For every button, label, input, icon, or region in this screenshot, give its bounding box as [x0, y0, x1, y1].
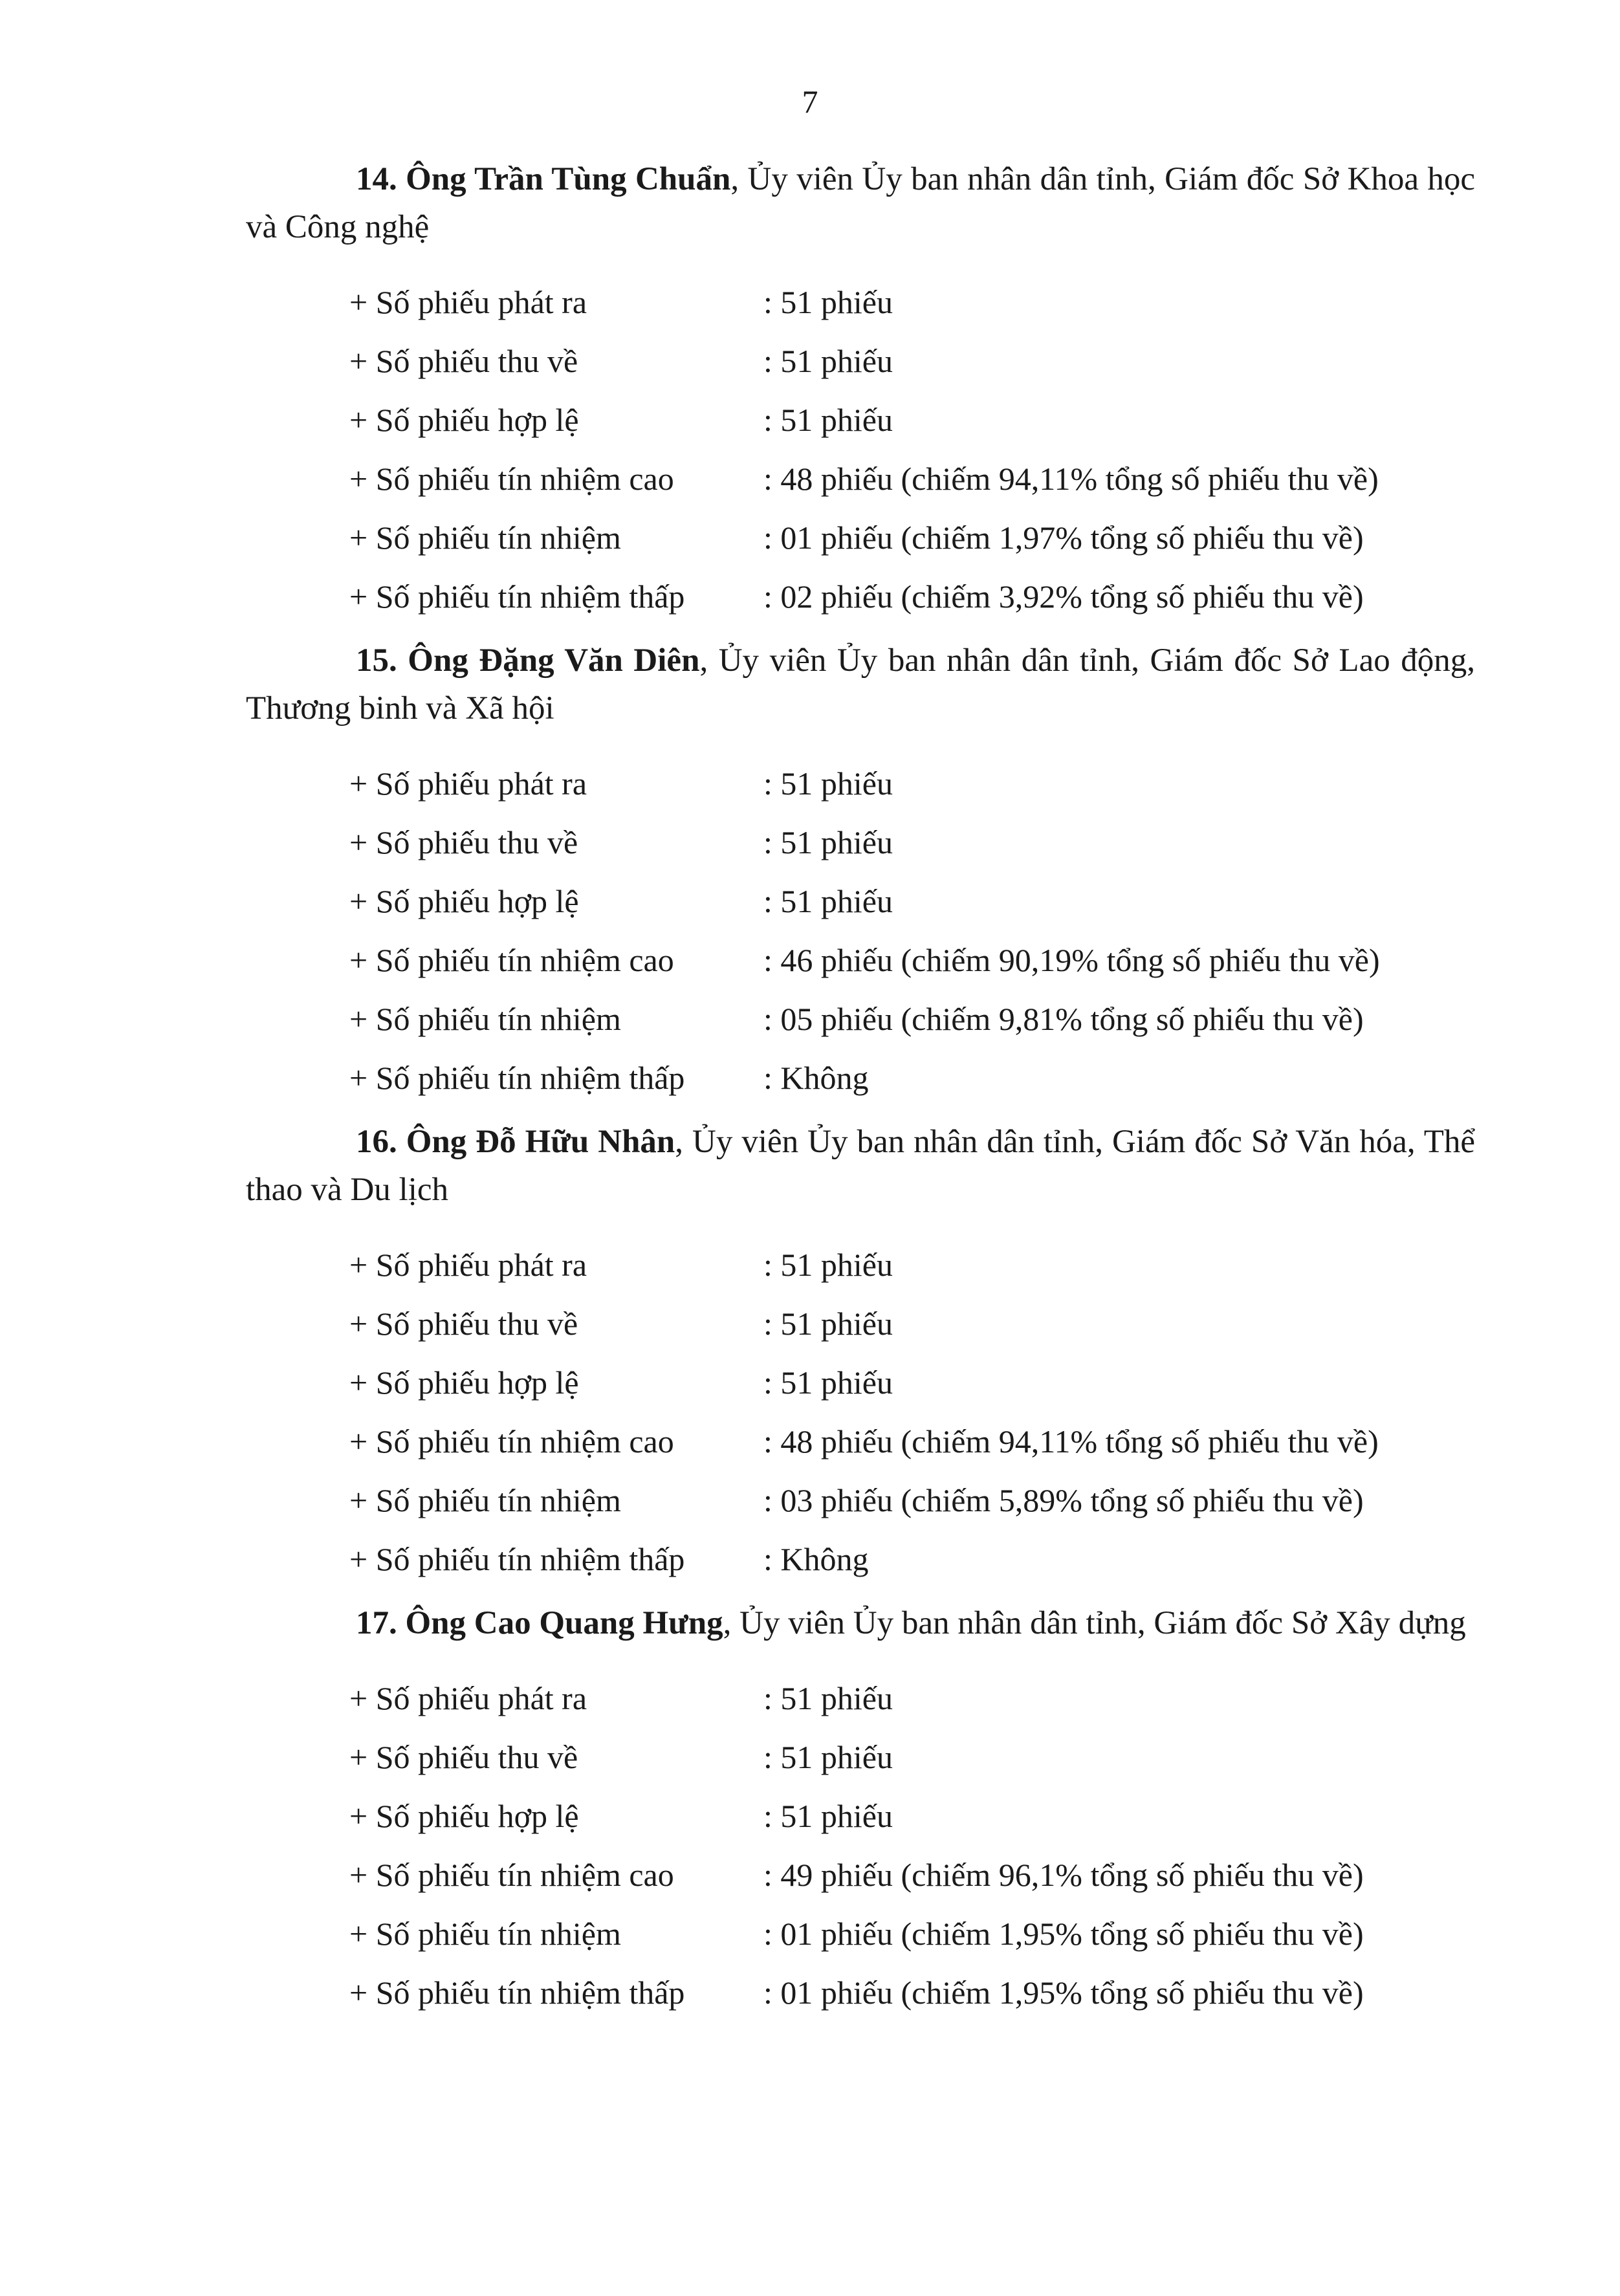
stat-row [349, 872, 1475, 931]
person-position: , Ủy viên Ủy ban nhân dân tỉnh, Giám đốc Sở Xây dựng [723, 1605, 1466, 1641]
stat-value: : 51 phiếu [763, 1247, 893, 1283]
person-name: Ông Đỗ Hữu Nhân [406, 1124, 675, 1160]
stat-label: + Số phiếu tín nhiệm [349, 1482, 621, 1518]
stat-row [349, 273, 1475, 332]
stat-label: + Số phiếu hợp lệ [349, 1798, 579, 1834]
stat-label: + Số phiếu phát ra [349, 1247, 587, 1283]
stat-value: : 51 phiếu [763, 402, 893, 438]
stat-value: : 48 phiếu (chiếm 94,11% tổng số phiếu thu về) [763, 1423, 1379, 1460]
stat-label: + Số phiếu hợp lệ [349, 1364, 579, 1401]
stat-value: : 01 phiếu (chiếm 1,95% tổng số phiếu thu về) [763, 1916, 1364, 1952]
stat-value: : 51 phiếu [763, 284, 893, 320]
section-heading [246, 1118, 1475, 1214]
stat-row [349, 990, 1475, 1049]
stat-row [349, 1530, 1475, 1589]
stat-row [349, 1295, 1475, 1353]
person-name: Ông Đặng Văn Diên [408, 642, 700, 679]
stat-value: : 03 phiếu (chiếm 5,89% tổng số phiếu thu về) [763, 1482, 1364, 1518]
stat-label: + Số phiếu tín nhiệm cao [349, 942, 674, 978]
stat-value: : 51 phiếu [763, 765, 893, 802]
stat-row [349, 754, 1475, 813]
stat-label: + Số phiếu tín nhiệm thấp [349, 1060, 685, 1096]
stat-label: + Số phiếu phát ra [349, 1680, 587, 1716]
stat-row [349, 1787, 1475, 1846]
vote-stats [246, 1236, 1475, 1589]
stat-value: : 01 phiếu (chiếm 1,97% tổng số phiếu thu về) [763, 519, 1364, 556]
stat-value: : 51 phiếu [763, 1739, 893, 1775]
stat-label: + Số phiếu phát ra [349, 765, 587, 802]
stat-row [349, 1049, 1475, 1108]
stat-value: : 05 phiếu (chiếm 9,81% tổng số phiếu thu về) [763, 1001, 1364, 1037]
stat-value: : 51 phiếu [763, 1306, 893, 1342]
stat-label: + Số phiếu tín nhiệm [349, 1916, 621, 1952]
section-heading [246, 155, 1475, 251]
stat-row [349, 508, 1475, 567]
stat-row [349, 813, 1475, 872]
section-heading [246, 637, 1475, 732]
section-17 [246, 1599, 1475, 2022]
stat-value: : 51 phiếu [763, 824, 893, 860]
stat-label: + Số phiếu phát ra [349, 284, 587, 320]
vote-stats [246, 1669, 1475, 2022]
stat-label: + Số phiếu thu về [349, 343, 578, 379]
vote-stats [246, 754, 1475, 1108]
stat-label: + Số phiếu tín nhiệm cao [349, 1423, 674, 1460]
stat-label: + Số phiếu thu về [349, 1739, 578, 1775]
stat-value: : 48 phiếu (chiếm 94,11% tổng số phiếu thu về) [763, 461, 1379, 497]
stat-row [349, 1669, 1475, 1728]
stat-value: : 49 phiếu (chiếm 96,1% tổng số phiếu thu về) [763, 1857, 1364, 1893]
stat-row [349, 1905, 1475, 1963]
stat-value: : 51 phiếu [763, 1364, 893, 1401]
stat-label: + Số phiếu tín nhiệm [349, 519, 621, 556]
person-position: , Ủy viên Ủy ban nhân dân tỉnh, Giám đốc Sở Lao động, Thương binh và Xã hội [246, 642, 1475, 727]
section-number: 14. [356, 161, 397, 197]
stat-label: + Số phiếu thu về [349, 824, 578, 860]
vote-stats [246, 273, 1475, 626]
stat-label: + Số phiếu tín nhiệm cao [349, 1857, 674, 1893]
stat-row [349, 1236, 1475, 1295]
stat-row [349, 1846, 1475, 1905]
stat-value: : 51 phiếu [763, 1798, 893, 1834]
stat-row [349, 1728, 1475, 1787]
stat-value: : 51 phiếu [763, 343, 893, 379]
stat-value: : 02 phiếu (chiếm 3,92% tổng số phiếu thu về) [763, 578, 1364, 615]
person-position: , Ủy viên Ủy ban nhân dân tỉnh, Giám đốc Sở Khoa học và Công nghệ [246, 161, 1476, 245]
stat-row [349, 931, 1475, 990]
stat-label: + Số phiếu tín nhiệm cao [349, 461, 674, 497]
document-body [246, 155, 1475, 2033]
section-16 [246, 1118, 1475, 1589]
stat-row [349, 332, 1475, 391]
section-number: 17. [356, 1605, 397, 1641]
person-name: Ông Trần Tùng Chuẩn [406, 161, 731, 197]
stat-label: + Số phiếu tín nhiệm [349, 1001, 621, 1037]
stat-label: + Số phiếu tín nhiệm thấp [349, 1974, 685, 2011]
section-heading [246, 1599, 1475, 1647]
section-14 [246, 155, 1475, 626]
stat-row [349, 567, 1475, 626]
stat-row [349, 1353, 1475, 1412]
section-number: 15. [356, 642, 397, 679]
section-15 [246, 637, 1475, 1108]
person-position: , Ủy viên Ủy ban nhân dân tỉnh, Giám đốc Sở Văn hóa, Thể thao và Du lịch [246, 1124, 1476, 1208]
section-number: 16. [356, 1124, 397, 1160]
person-name: Ông Cao Quang Hưng [405, 1605, 723, 1641]
stat-value: : 51 phiếu [763, 883, 893, 919]
stat-value: : 51 phiếu [763, 1680, 893, 1716]
stat-label: + Số phiếu thu về [349, 1306, 578, 1342]
stat-value: : 01 phiếu (chiếm 1,95% tổng số phiếu thu về) [763, 1974, 1364, 2011]
stat-row [349, 1471, 1475, 1530]
stat-row [349, 450, 1475, 508]
stat-label: + Số phiếu hợp lệ [349, 402, 579, 438]
stat-value: : 46 phiếu (chiếm 90,19% tổng số phiếu thu về) [763, 942, 1380, 978]
stat-value: : Không [763, 1060, 869, 1096]
stat-row [349, 1963, 1475, 2022]
stat-label: + Số phiếu hợp lệ [349, 883, 579, 919]
stat-value: : Không [763, 1541, 869, 1577]
stat-row [349, 391, 1475, 450]
page-number: 7 [802, 83, 818, 120]
stat-label: + Số phiếu tín nhiệm thấp [349, 578, 685, 615]
stat-label: + Số phiếu tín nhiệm thấp [349, 1541, 685, 1577]
stat-row [349, 1412, 1475, 1471]
